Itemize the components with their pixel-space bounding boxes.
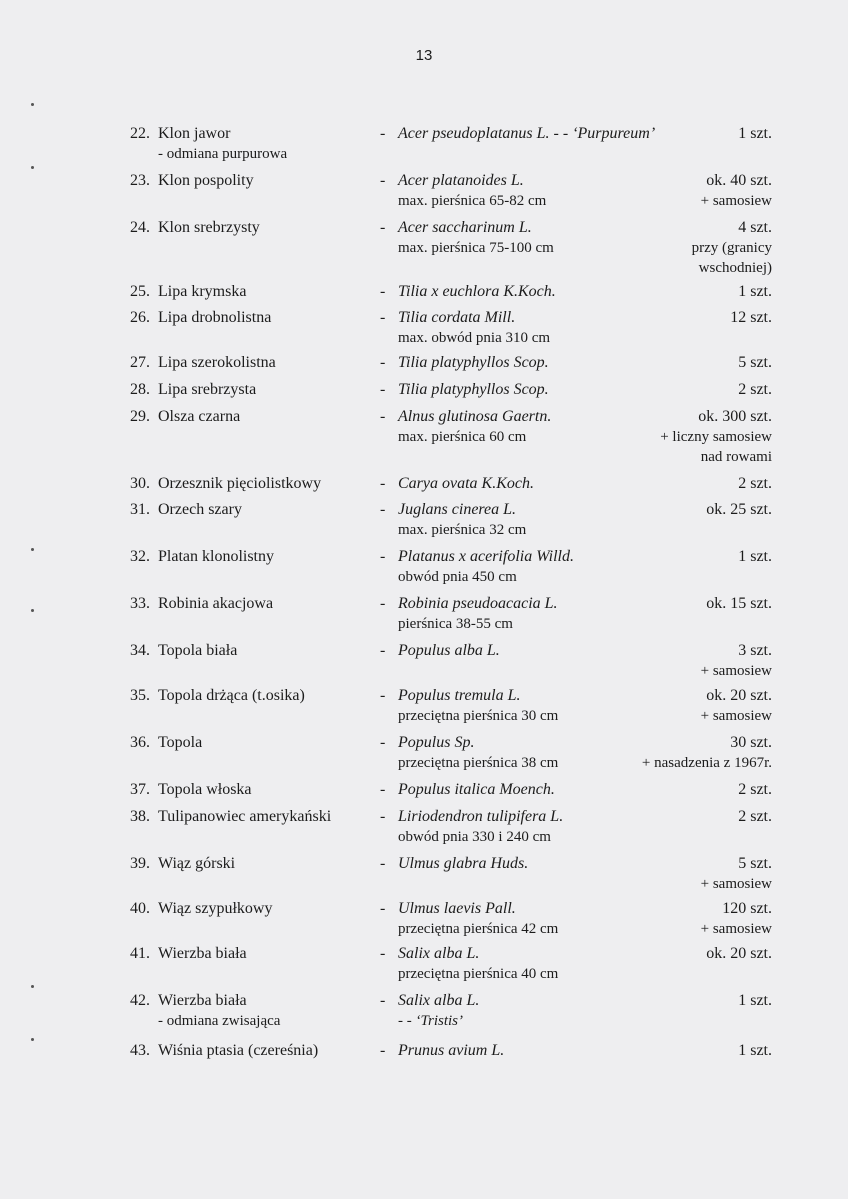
separator-dash: -	[380, 595, 386, 612]
latin-name	[398, 218, 554, 258]
separator-dash: -	[380, 855, 386, 872]
polish-name	[158, 308, 368, 328]
quantity	[562, 780, 772, 800]
quantity-note: przy (granicy	[691, 240, 772, 256]
latin-name-text: Acer pseudoplatanus L. - - ‘Purpureum’	[398, 125, 656, 142]
polish-name	[158, 641, 368, 661]
entry-number: 38.	[130, 808, 150, 825]
latin-name-text: Salix alba L.	[398, 945, 480, 962]
quantity-count: 5 szt.	[738, 354, 772, 371]
measurement-detail: - - ‘Tristis’	[398, 1013, 464, 1029]
quantity-count: 1 szt.	[738, 1042, 772, 1059]
quantity	[562, 380, 772, 400]
latin-name-text: Populus italica Moench.	[398, 781, 555, 798]
quantity	[562, 641, 772, 681]
quantity-count: 2 szt.	[738, 808, 772, 825]
entry-number: 27.	[130, 354, 150, 371]
separator-dash: -	[380, 309, 386, 326]
polish-name	[158, 353, 368, 373]
quantity	[562, 500, 772, 520]
scan-speck	[31, 166, 34, 169]
polish-name	[158, 171, 368, 191]
polish-name	[158, 899, 368, 919]
quantity	[562, 944, 772, 964]
latin-name-text: Acer platanoides L.	[398, 172, 524, 189]
entry-number: 31.	[130, 501, 150, 518]
quantity-count: 2 szt.	[738, 381, 772, 398]
separator-dash: -	[380, 219, 386, 236]
polish-name-text: Wierzba biała	[158, 945, 247, 962]
polish-name-text: Platan klonolistny	[158, 548, 274, 565]
polish-name	[158, 547, 368, 567]
polish-name	[158, 854, 368, 874]
polish-name	[158, 991, 368, 1031]
scan-speck	[31, 1038, 34, 1041]
quantity-count: 1 szt.	[738, 283, 772, 300]
separator-dash: -	[380, 992, 386, 1009]
quantity-count: ok. 20 szt.	[706, 945, 772, 962]
quantity-count: 4 szt.	[738, 219, 772, 236]
quantity-count: 2 szt.	[738, 781, 772, 798]
separator-dash: -	[380, 548, 386, 565]
polish-name	[158, 733, 368, 753]
polish-name	[158, 407, 368, 427]
polish-name	[158, 944, 368, 964]
polish-name-text: Topola biała	[158, 642, 238, 659]
latin-name-text: Acer saccharinum L.	[398, 219, 532, 236]
latin-name	[398, 171, 546, 211]
polish-name	[158, 686, 368, 706]
quantity-count: 12 szt.	[730, 309, 772, 326]
quantity-note: + liczny samosiew	[660, 429, 772, 445]
page-number: 13	[415, 47, 433, 64]
entry-number: 34.	[130, 642, 150, 659]
separator-dash: -	[380, 781, 386, 798]
entry-number: 33.	[130, 595, 150, 612]
quantity-count: ok. 300 szt.	[698, 408, 772, 425]
measurement-detail: max. pierśnica 75-100 cm	[398, 240, 554, 256]
quantity	[562, 353, 772, 373]
latin-name-text: Liriodendron tulipifera L.	[398, 808, 564, 825]
quantity-count: 30 szt.	[730, 734, 772, 751]
polish-name-text: Lipa szerokolistna	[158, 354, 276, 371]
polish-name-text: Klon srebrzysty	[158, 219, 260, 236]
measurement-detail: przeciętna pierśnica 30 cm	[398, 708, 559, 724]
quantity	[562, 282, 772, 302]
variety-note: - odmiana purpurowa	[158, 146, 288, 162]
latin-name-text: Populus Sp.	[398, 734, 475, 751]
polish-name-text: Lipa srebrzysta	[158, 381, 257, 398]
polish-name	[158, 1041, 368, 1061]
entry-number: 29.	[130, 408, 150, 425]
quantity	[562, 991, 772, 1011]
quantity-note: + samosiew	[700, 921, 772, 937]
quantity	[562, 474, 772, 494]
polish-name-text: Klon pospolity	[158, 172, 254, 189]
latin-name	[398, 594, 558, 634]
latin-name-text: Tilia cordata Mill.	[398, 309, 516, 326]
polish-name-text: Klon jawor	[158, 125, 231, 142]
entry-number: 32.	[130, 548, 150, 565]
quantity-count: ok. 20 szt.	[706, 687, 772, 704]
latin-name-text: Populus alba L.	[398, 642, 500, 659]
entry-number: 35.	[130, 687, 150, 704]
latin-name-text: Ulmus laevis Pall.	[398, 900, 516, 917]
quantity	[562, 308, 772, 328]
entry-number: 37.	[130, 781, 150, 798]
latin-name-text: Juglans cinerea L.	[398, 501, 517, 518]
separator-dash: -	[380, 501, 386, 518]
measurement-detail: przeciętna pierśnica 42 cm	[398, 921, 559, 937]
polish-name-text: Robinia akacjowa	[158, 595, 274, 612]
polish-name-text: Lipa drobnolistna	[158, 309, 272, 326]
entry-number: 36.	[130, 734, 150, 751]
separator-dash: -	[380, 642, 386, 659]
separator-dash: -	[380, 354, 386, 371]
latin-name-text: Robinia pseudoacacia L.	[398, 595, 558, 612]
quantity	[562, 218, 772, 278]
quantity	[562, 733, 772, 773]
quantity-count: 3 szt.	[738, 642, 772, 659]
latin-name	[398, 500, 526, 540]
latin-name-text: Alnus glutinosa Gaertn.	[398, 408, 552, 425]
quantity-count: 2 szt.	[738, 475, 772, 492]
separator-dash: -	[380, 172, 386, 189]
entry-number: 24.	[130, 219, 150, 236]
polish-name-text: Wiąz górski	[158, 855, 236, 872]
scan-speck	[31, 548, 34, 551]
entry-number: 40.	[130, 900, 150, 917]
latin-name	[398, 686, 558, 726]
quantity	[562, 899, 772, 939]
latin-name-text: Tilia platyphyllos Scop.	[398, 381, 549, 398]
latin-name	[398, 547, 574, 587]
entry-number: 22.	[130, 125, 150, 142]
scan-speck	[31, 103, 34, 106]
entry-number: 41.	[130, 945, 150, 962]
latin-name	[398, 308, 550, 348]
polish-name-text: Topola	[158, 734, 203, 751]
latin-name	[398, 474, 534, 494]
polish-name-text: Wiąz szypułkowy	[158, 900, 273, 917]
polish-name-text: Topola drżąca (t.osika)	[158, 687, 305, 704]
latin-name-text: Prunus avium L.	[398, 1042, 505, 1059]
polish-name	[158, 500, 368, 520]
latin-name	[398, 733, 558, 773]
latin-name	[398, 407, 551, 447]
quantity-note: wschodniej)	[698, 260, 772, 276]
separator-dash: -	[380, 734, 386, 751]
polish-name-text: Lipa krymska	[158, 283, 247, 300]
latin-name-text: Populus tremula L.	[398, 687, 521, 704]
polish-name	[158, 282, 368, 302]
latin-name	[398, 282, 556, 302]
separator-dash: -	[380, 283, 386, 300]
latin-name	[398, 641, 500, 661]
measurement-detail: max. pierśnica 60 cm	[398, 429, 527, 445]
latin-name	[398, 899, 558, 939]
latin-name-text: Platanus x acerifolia Willd.	[398, 548, 574, 565]
latin-name	[398, 353, 549, 373]
entry-number: 43.	[130, 1042, 150, 1059]
entry-number: 25.	[130, 283, 150, 300]
polish-name-text: Tulipanowiec amerykański	[158, 808, 332, 825]
separator-dash: -	[380, 687, 386, 704]
quantity	[562, 171, 772, 211]
latin-name	[398, 854, 528, 874]
measurement-detail: przeciętna pierśnica 38 cm	[398, 755, 559, 771]
quantity-count: 5 szt.	[738, 855, 772, 872]
entry-number: 39.	[130, 855, 150, 872]
quantity	[562, 807, 772, 827]
quantity-count: 1 szt.	[738, 125, 772, 142]
latin-name	[398, 944, 558, 984]
quantity	[562, 686, 772, 726]
latin-name-text: Tilia platyphyllos Scop.	[398, 354, 549, 371]
polish-name	[158, 474, 368, 494]
scan-speck	[31, 985, 34, 988]
measurement-detail: przeciętna pierśnica 40 cm	[398, 966, 559, 982]
quantity-count: 1 szt.	[738, 992, 772, 1009]
measurement-detail: pierśnica 38-55 cm	[398, 616, 513, 632]
entry-number: 26.	[130, 309, 150, 326]
quantity	[562, 1041, 772, 1061]
measurement-detail: obwód pnia 330 i 240 cm	[398, 829, 551, 845]
quantity-count: ok. 15 szt.	[706, 595, 772, 612]
latin-name	[398, 991, 479, 1031]
entry-number: 28.	[130, 381, 150, 398]
measurement-detail: max. pierśnica 65-82 cm	[398, 193, 547, 209]
polish-name	[158, 380, 368, 400]
quantity-note: + nasadzenia z 1967r.	[641, 755, 772, 771]
latin-name	[398, 780, 555, 800]
quantity-note: + samosiew	[700, 193, 772, 209]
polish-name	[158, 807, 368, 827]
entry-number: 23.	[130, 172, 150, 189]
separator-dash: -	[380, 1042, 386, 1059]
latin-name	[398, 807, 563, 847]
latin-name-text: Ulmus glabra Huds.	[398, 855, 529, 872]
polish-name-text: Olsza czarna	[158, 408, 241, 425]
polish-name	[158, 124, 368, 164]
quantity-count: 120 szt.	[722, 900, 772, 917]
quantity-note: nad rowami	[700, 449, 772, 465]
quantity-note: + samosiew	[700, 876, 772, 892]
separator-dash: -	[380, 125, 386, 142]
separator-dash: -	[380, 808, 386, 825]
measurement-detail: max. obwód pnia 310 cm	[398, 330, 551, 346]
polish-name-text: Orzech szary	[158, 501, 242, 518]
scan-speck	[31, 609, 34, 612]
polish-name-text: Orzesznik pięciolistkowy	[158, 475, 322, 492]
separator-dash: -	[380, 475, 386, 492]
latin-name-text: Tilia x euchlora K.Koch.	[398, 283, 556, 300]
variety-note: - odmiana zwisająca	[158, 1013, 281, 1029]
quantity	[562, 594, 772, 614]
quantity-count: ok. 40 szt.	[706, 172, 772, 189]
latin-name-text: Carya ovata K.Koch.	[398, 475, 534, 492]
separator-dash: -	[380, 408, 386, 425]
latin-name	[398, 380, 549, 400]
latin-name-text: Salix alba L.	[398, 992, 480, 1009]
polish-name-text: Topola włoska	[158, 781, 252, 798]
separator-dash: -	[380, 381, 386, 398]
quantity	[562, 407, 772, 467]
entry-number: 30.	[130, 475, 150, 492]
measurement-detail: obwód pnia 450 cm	[398, 569, 517, 585]
quantity-count: ok. 25 szt.	[706, 501, 772, 518]
polish-name	[158, 594, 368, 614]
polish-name-text: Wiśnia ptasia (czereśnia)	[158, 1042, 319, 1059]
latin-name	[398, 1041, 504, 1061]
quantity	[562, 124, 772, 144]
quantity-note: + samosiew	[700, 663, 772, 679]
measurement-detail: max. pierśnica 32 cm	[398, 522, 527, 538]
quantity	[562, 547, 772, 567]
quantity	[562, 854, 772, 894]
polish-name-text: Wierzba biała	[158, 992, 247, 1009]
entry-number: 42.	[130, 992, 150, 1009]
quantity-note: + samosiew	[700, 708, 772, 724]
polish-name	[158, 218, 368, 238]
separator-dash: -	[380, 945, 386, 962]
separator-dash: -	[380, 900, 386, 917]
quantity-count: 1 szt.	[738, 548, 772, 565]
polish-name	[158, 780, 368, 800]
